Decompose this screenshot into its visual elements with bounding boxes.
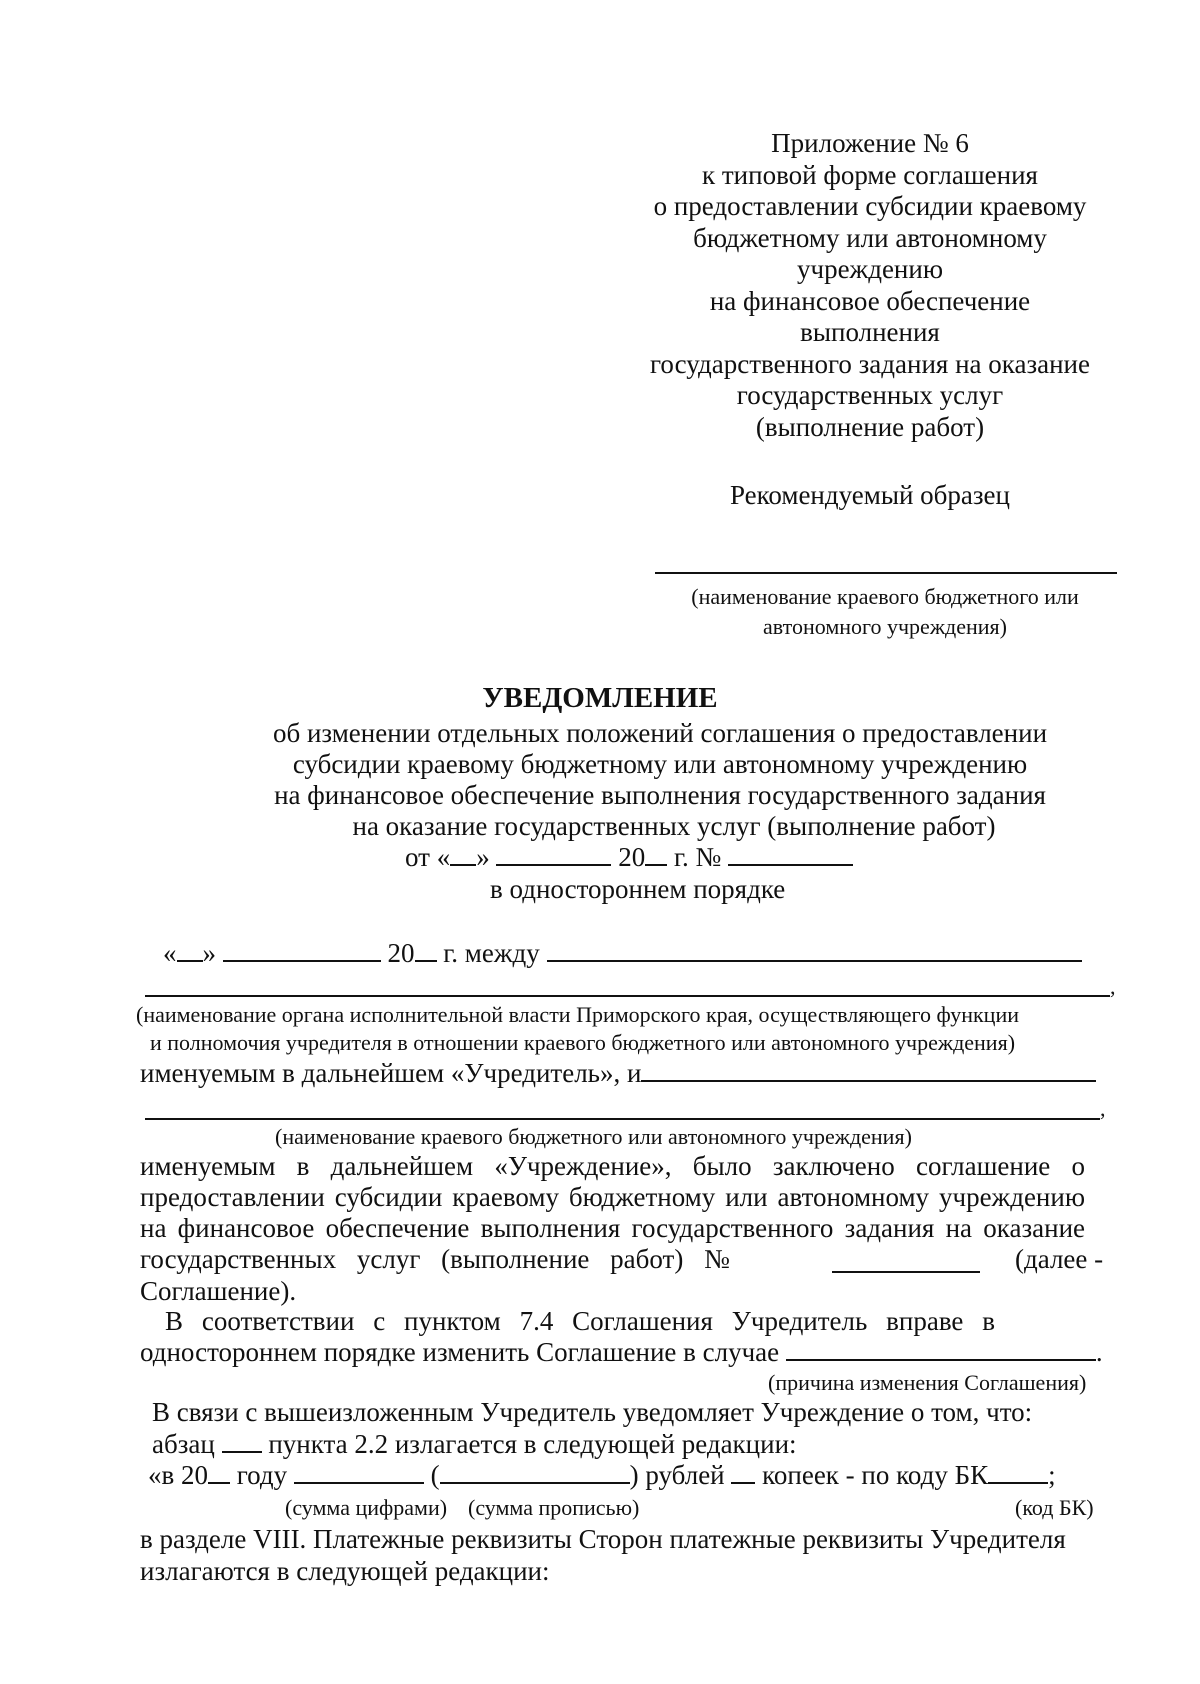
appendix-line: государственных услуг: [736, 380, 1004, 410]
kbk-blank: [988, 1460, 1048, 1484]
clause-text: одностороннем порядке изменить Соглашение в случае: [140, 1337, 780, 1367]
institution-name-field: [655, 572, 1117, 574]
notification-line: В связи с вышеизложенным Учредитель уведомляет Учреждение о том, что:: [152, 1397, 1033, 1427]
clause-text: пункта 2.2 излагается в следующей редакции:: [268, 1429, 797, 1459]
appendix-line: (выполнение работ): [755, 411, 985, 442]
kopecks-blank: [731, 1460, 755, 1484]
recommended-sample-label: Рекомендуемый образец: [729, 480, 1010, 510]
comma: ,: [1110, 974, 1116, 999]
hereinafter-label: (далее -: [1015, 1244, 1104, 1274]
sum-words-caption: (сумма прописью): [468, 1495, 640, 1520]
appendix-line: на финансовое обеспечение: [709, 285, 1031, 316]
sum-digits-blank: [294, 1460, 424, 1484]
founder-caption: и полномочия учредителя в отношении краевого бюджетного или автономного учреждения): [150, 1030, 1016, 1055]
kbk-caption: (код БК): [1015, 1495, 1094, 1520]
requisites-line: в разделе VIII. Платежные реквизиты Сторон платежные реквизиты Учредителя: [140, 1524, 1066, 1554]
kbk-label: копеек - по коду БК: [762, 1460, 989, 1490]
reason-blank: [786, 1337, 1096, 1361]
sum-digits-caption: (сумма цифрами): [285, 1495, 448, 1520]
founder-caption: (наименование органа исполнительной власти Приморского края, осуществляющего функции: [136, 1002, 1019, 1027]
subtitle-line: субсидии краевому бюджетному или автономному учреждению: [292, 749, 1028, 779]
agreement-paragraph-line: предоставлении субсидии краевому бюджетному или автономному учреждению: [140, 1182, 1085, 1212]
year-blank: [415, 938, 437, 962]
founder-named-text: именуемым в дальнейшем «Учредитель», и: [140, 1058, 642, 1088]
between-label: г. между: [443, 938, 540, 968]
founder-blank: [547, 938, 1082, 962]
number-blank: [728, 842, 853, 866]
quote-close: »: [202, 938, 216, 968]
clause-paragraph-line: [140, 1337, 1103, 1368]
subtitle-line: на финансовое обеспечение выполнения государственного задания: [274, 780, 1046, 810]
sum-words-blank: [440, 1460, 630, 1484]
year-blank: [645, 842, 667, 866]
agreement-number-blank: [832, 1249, 980, 1273]
institution-blank: [641, 1058, 1096, 1082]
year-prefix: 20: [618, 842, 646, 872]
notice-order: в одностороннем порядке: [490, 874, 786, 904]
paragraph-blank: [222, 1429, 262, 1453]
clause-paragraph-line: В соответствии с пунктом 7.4 Соглашения Учредитель вправе в: [165, 1306, 995, 1336]
subtitle-line: об изменении отдельных положений соглашения о предоставлении: [272, 718, 1048, 748]
month-blank: [496, 842, 611, 866]
caption-line: автономного учреждения): [763, 614, 1007, 639]
caption-line: (наименование краевого бюджетного или: [691, 584, 1079, 609]
requisites-line: излагаются в следующей редакции:: [140, 1556, 550, 1586]
institution-name-caption: [640, 582, 1130, 642]
period: .: [1095, 1337, 1103, 1367]
comma: ,: [1100, 1096, 1106, 1121]
year-prefix: «в 20: [148, 1460, 208, 1490]
number-label: г. №: [673, 842, 722, 872]
quote-close: »: [476, 842, 490, 872]
paragraph-clause-line: [152, 1429, 797, 1460]
notice-subtitle: [210, 718, 1110, 842]
appendix-line: выполнения: [800, 317, 940, 347]
reason-caption: (причина изменения Соглашения): [768, 1370, 1087, 1395]
year-blank: [208, 1460, 230, 1484]
notice-date-line: [405, 842, 853, 873]
year-label: году: [236, 1460, 288, 1490]
institution-name-field: [145, 1118, 1100, 1120]
rubles-label: ) рублей: [629, 1460, 725, 1490]
appendix-line: государственного задания на оказание: [650, 348, 1090, 379]
agreement-paragraph-line: Соглашение).: [140, 1276, 297, 1306]
agreement-number-label: государственных услуг (выполнение работ) №: [140, 1244, 730, 1274]
between-line: [163, 938, 1082, 969]
appendix-line: к типовой форме соглашения: [702, 159, 1038, 190]
appendix-line: о предоставлении субсидии краевому: [653, 191, 1087, 221]
appendix-line: учреждению: [796, 254, 943, 284]
appendix-header: [630, 128, 1110, 443]
institution-caption: (наименование краевого бюджетного или автономного учреждения): [275, 1124, 912, 1149]
paragraph-label: абзац: [152, 1429, 215, 1459]
subtitle-line: на оказание государственных услуг (выполнение работ): [352, 811, 996, 841]
amount-line: [148, 1460, 1056, 1491]
date-from-label: от «: [405, 842, 451, 872]
month-blank: [223, 938, 381, 962]
agreement-paragraph-line: на финансовое обеспечение выполнения государственного задания на оказание: [140, 1213, 1085, 1243]
founder-named-line: [140, 1058, 1096, 1089]
agreement-paragraph-line: именуемым в дальнейшем «Учреждение», было заключено соглашение о: [140, 1151, 1085, 1181]
appendix-line: Приложение № 6: [771, 128, 969, 158]
day-blank: [177, 938, 203, 962]
day-blank: [450, 842, 476, 866]
quote-open: «: [163, 938, 177, 968]
notice-title: УВЕДОМЛЕНИЕ: [482, 682, 718, 714]
appendix-line: бюджетному или автономному: [693, 222, 1047, 253]
year-prefix: 20: [387, 938, 415, 968]
semicolon: ;: [1048, 1460, 1056, 1490]
founder-name-field: [145, 995, 1110, 997]
paren-open: (: [430, 1460, 440, 1490]
agreement-paragraph-line: [140, 1244, 730, 1275]
